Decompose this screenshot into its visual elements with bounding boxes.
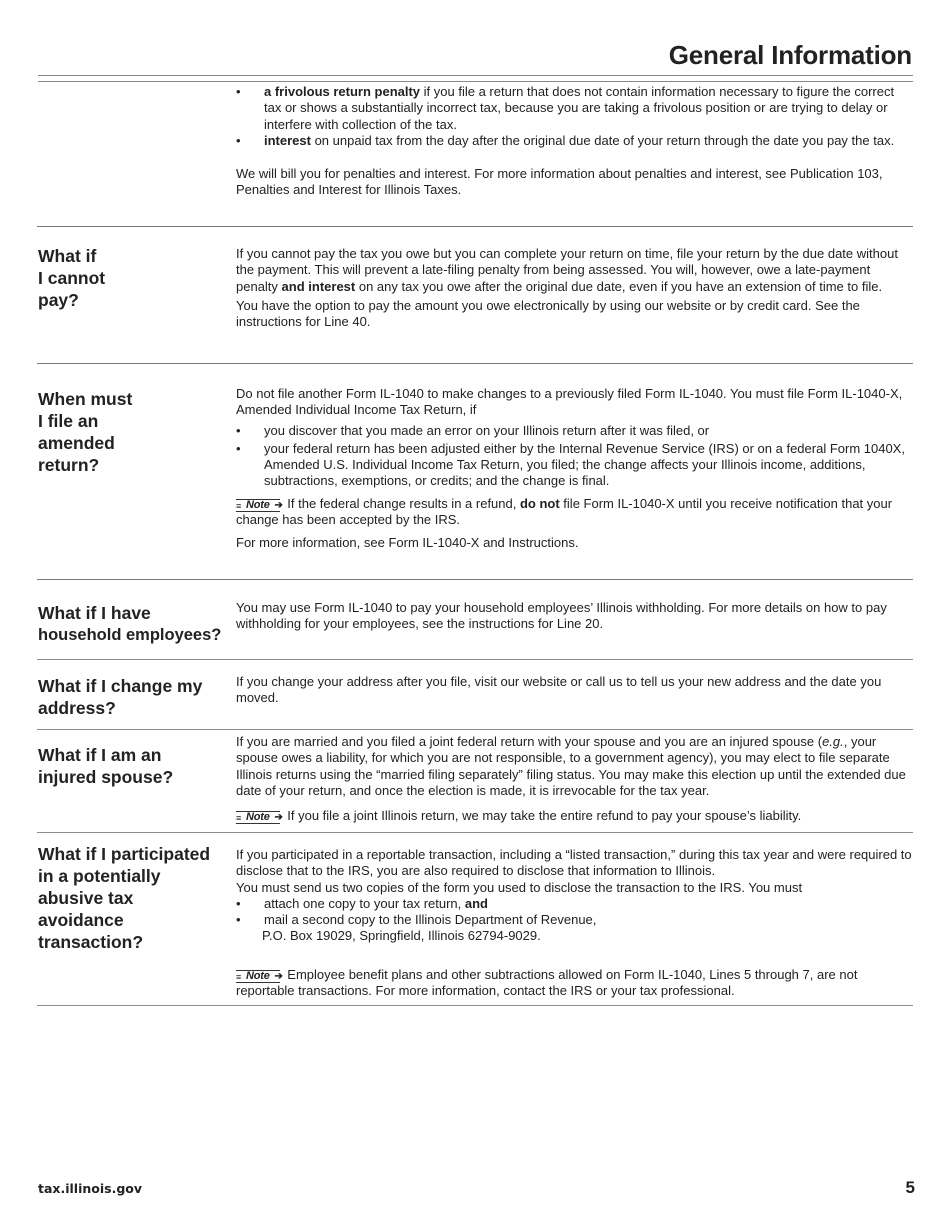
intro-paragraph: We will bill you for penalties and interest. For more information about penalties and interest, see Publication 103, Penalties and Interest for Illinois Taxes. (236, 166, 883, 198)
page-title: General Information (668, 40, 912, 70)
bullet-icon: • (236, 84, 241, 99)
question-household-employees: What if I have household employees? (38, 603, 222, 644)
list-item: • mail a second copy to the Illinois Department of Revenue, (236, 912, 597, 928)
answer-abusive-transaction: If you participated in a reportable transaction, including a “listed transaction,” during this tax year and were required to disclose that to the IRS, you are also required to disclose that information to Illinois. You must send us two copies of the form you used to disclose the transaction to the IRS. You must • attach one copy to your tax return, and • mail a second copy to the Illinois Department of Revenue, P.O. Box 19029, Springfield, Illinois 62794-9029. ≡ Note ➔ Employee benefit plans and other subtractions allowed on Form IL-1040, Lines 5 through 7, are not reportable transactions. For more information, contact the IRS or your tax professional. (236, 847, 912, 999)
note-paragraph: ≡ Note ➔ If the federal change results in a refund, do not file Form IL-1040-X until you receive notification that your change has been accepted by the IRS. (236, 495, 893, 528)
bullet-icon: • (236, 912, 241, 928)
bullet-icon: • (236, 422, 241, 438)
note-paragraph: ≡ Note ➔ Employee benefit plans and other subtractions allowed on Form IL-1040, Lines 5 through 7, are not reportable transactions. For more information, contact the IRS or your tax professional. (236, 966, 858, 999)
answer-injured-spouse: If you are married and you filed a joint federal return with your spouse and you are an injured spouse (e.g., your spouse owes a liability, for which you are not responsible, to a government agency), you may elect to file separate Illinois returns using the “married filing separately” filing status. You may make this election up until the extended due date of your return, and once the election is made, it is irrevocable for the tax year. ≡ Note ➔ If you file a joint Illinois return, we may take the entire refund to pay your spouse’s liability. (236, 734, 912, 824)
bullet-icon: • (236, 895, 241, 911)
list-item: • you discover that you made an error on your Illinois return after it was filed, or (236, 422, 710, 438)
question-change-address: What if I change my address? (38, 676, 203, 718)
section-divider (37, 659, 913, 660)
section-divider (37, 579, 913, 580)
question-abusive-transaction: What if I participated in a potentially abusive tax avoidance transaction? (38, 844, 211, 952)
footer-website: tax.illinois.gov (38, 1181, 143, 1196)
bullet-icon: • (236, 132, 241, 148)
header-double-rule (38, 75, 913, 82)
question-cannot-pay: What if I cannot pay? (38, 246, 106, 310)
note-icon: ≡ Note ➔ (236, 969, 283, 982)
note-icon: ≡ Note ➔ (236, 498, 283, 511)
page-number: 5 (905, 1178, 915, 1197)
section-divider (37, 729, 913, 730)
section-divider (37, 832, 913, 833)
bullet-icon: • (236, 440, 241, 456)
answer-change-address: If you change your address after you file, visit our website or call us to tell us your new address and the date you moved. (236, 674, 882, 706)
answer-amended-return: Do not file another Form IL-1040 to make changes to a previously filed Form IL-1040. You must file Form IL-1040-X, Amended Individual Income Tax Return, if • you discover that you made an error on your Illinois return after it was filed, or • your federal return has been adjusted either by the Internal Revenue Service (IRS) or on a federal Form 1040X, Amended U.S. Individual Income Tax Return, you filed; the change affects your Illinois income, additions, subtractions, exemptions, or credits; and the change is final. ≡ Note ➔ If the federal change results in a refund, do not file Form IL-1040-X until you receive notification that your change has been accepted by the IRS. For more information, see Form IL-1040-X and Instructions. (236, 386, 912, 552)
section-divider (37, 363, 913, 364)
list-item: • interest on unpaid tax from the day after the original due date of your return through the date you pay the tax. (236, 132, 895, 148)
intro-section (236, 84, 912, 199)
list-item: • your federal return has been adjusted either by the Internal Revenue Service (IRS) or on a federal Form 1040X, Amended U.S. Individual Income Tax Return, you filed; the change affects your Illinois income, additions, subtractions, exemptions, or credits; and the change is final. (236, 440, 905, 489)
question-amended-return: When must I file an amended return? (38, 389, 133, 475)
section-divider (37, 1005, 913, 1006)
note-icon: ≡ Note ➔ (236, 811, 283, 824)
answer-cannot-pay: If you cannot pay the tax you owe but you can complete your return on time, file your return by the due date without the payment. This will prevent a late-filing penalty from being assessed. You will, however, owe a late-payment penalty and interest on any tax you owe after the original due date, even if you have an extension of time to file. You have the option to pay the amount you owe electronically by using our website or by credit card. See the instructions for Line 40. (236, 246, 898, 330)
answer-household-employees: You may use Form IL-1040 to pay your household employees’ Illinois withholding. For more details on how to pay withholding for your employees, see the instructions for Line 20. (236, 600, 887, 632)
note-paragraph: ≡ Note ➔ If you file a joint Illinois return, we may take the entire refund to pay your spouse’s liability. (236, 808, 802, 824)
list-item: • a frivolous return penalty if you file a return that does not contain information necessary to figure the correct tax or shows a substantially incorrect tax, because you are taking a frivolous position or are trying to delay or interfere with collection of the tax. (236, 84, 895, 132)
question-injured-spouse: What if I am an injured spouse? (38, 745, 174, 787)
section-divider (37, 226, 913, 227)
list-item: • attach one copy to your tax return, and (236, 895, 489, 911)
